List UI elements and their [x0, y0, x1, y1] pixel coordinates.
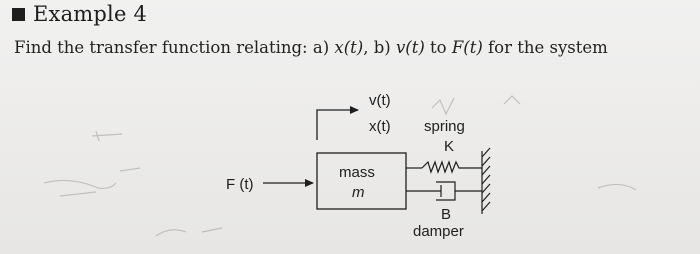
damper-label: damper — [413, 223, 464, 240]
mass-symbol: m — [352, 184, 365, 201]
problem-intro: Find the transfer function relating: a) — [14, 38, 335, 57]
spring-symbol: K — [444, 138, 455, 155]
damper-element — [406, 182, 482, 200]
problem-mid: , b) — [363, 38, 396, 57]
mass-label: mass — [339, 164, 375, 181]
problem-to: to — [424, 38, 452, 57]
position-label: x(t) — [369, 118, 391, 135]
var-f-of-t: F(t) — [451, 38, 483, 57]
damper-symbol: B — [441, 206, 452, 223]
fixed-wall — [482, 148, 490, 214]
var-x-of-t: x(t) — [334, 38, 364, 57]
var-v-of-t: v(t) — [395, 38, 425, 57]
force-label: F (t) — [226, 176, 254, 193]
displacement-arrow — [317, 110, 358, 140]
example-title: Example 4 — [33, 2, 148, 26]
problem-tail: for the system — [482, 38, 608, 57]
spring-element — [406, 162, 482, 172]
spring-label: spring — [424, 118, 465, 135]
velocity-label: v(t) — [369, 92, 391, 109]
